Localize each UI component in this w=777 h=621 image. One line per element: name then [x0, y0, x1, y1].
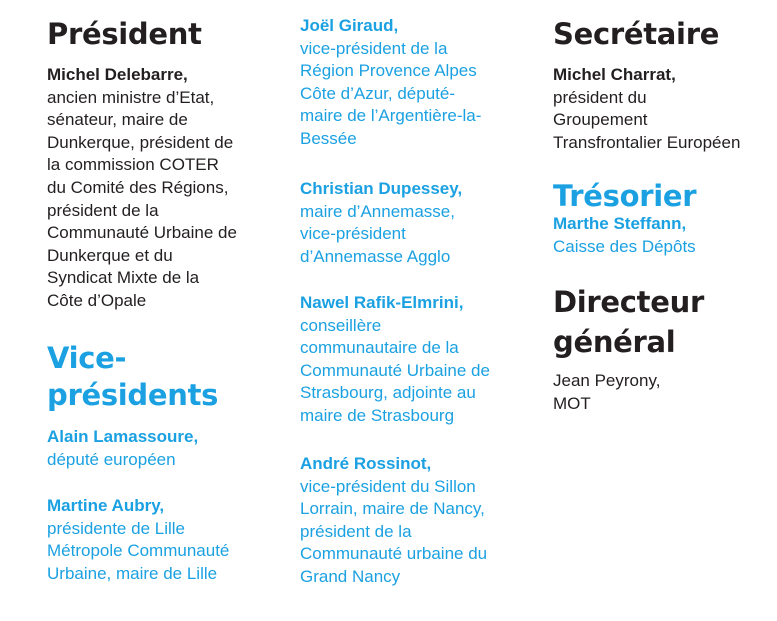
secretary-entry — [553, 64, 777, 154]
vice-presidents-heading: Vice- présidents — [47, 341, 219, 412]
director-description: Jean Peyrony, MOT — [553, 371, 661, 413]
vice-president-description: député européen — [47, 449, 176, 469]
secretary-description: président du Groupement Transfrontalier Européen — [553, 87, 741, 152]
treasurer-entry — [553, 213, 777, 258]
vice-president-description: conseillère communautaire de la Communauté Urbaine de Strasbourg, adjointe au maire de Strasbourg — [300, 315, 490, 425]
vice-president-entry — [300, 292, 545, 428]
president-description: ancien ministre d’Etat, sénateur, maire de Dunkerque, président de la commission COTER du Comité des Régions, président de la Communauté Urbaine de Dunkerque et du Syndicat Mixte de la Côte d’Opale — [47, 87, 237, 310]
vice-president-name: André Rossinot, — [300, 454, 432, 473]
vice-president-description: vice-président de la Région Provence Alpes Côte d’Azur, député- maire de l’Argentière-la- Bessée — [300, 38, 482, 148]
treasurer-heading: Trésorier — [553, 179, 697, 213]
president-name: Michel Delebarre, — [47, 65, 188, 84]
director-heading: Directeur général — [553, 285, 704, 359]
vice-president-entry — [300, 453, 545, 589]
vice-president-description: présidente de Lille Métropole Communauté Urbaine, maire de Lille — [47, 518, 230, 583]
vice-president-name: Joël Giraud, — [300, 16, 399, 35]
vice-president-entry — [300, 178, 545, 268]
vice-president-name: Alain Lamassoure, — [47, 427, 199, 446]
vice-president-entry — [47, 426, 292, 471]
treasurer-description: Caisse des Dépôts — [553, 236, 696, 256]
vice-president-name: Nawel Rafik-Elmrini, — [300, 293, 464, 312]
vice-president-name: Christian Dupessey, — [300, 179, 463, 198]
secretary-heading: Secrétaire — [553, 17, 720, 51]
president-entry — [47, 64, 292, 313]
vice-president-name: Martine Aubry, — [47, 496, 165, 515]
treasurer-name: Marthe Steffann, — [553, 214, 687, 233]
director-entry — [553, 370, 777, 415]
vice-president-description: vice-président du Sillon Lorrain, maire de Nancy, président de la Communauté urbaine du Grand Nancy — [300, 476, 488, 586]
vice-president-description: maire d’Annemasse, vice-président d’Annemasse Agglo — [300, 201, 455, 266]
secretary-name: Michel Charrat, — [553, 65, 676, 84]
vice-president-entry — [300, 15, 545, 151]
president-heading: Président — [47, 17, 202, 51]
vice-president-entry — [47, 495, 292, 585]
